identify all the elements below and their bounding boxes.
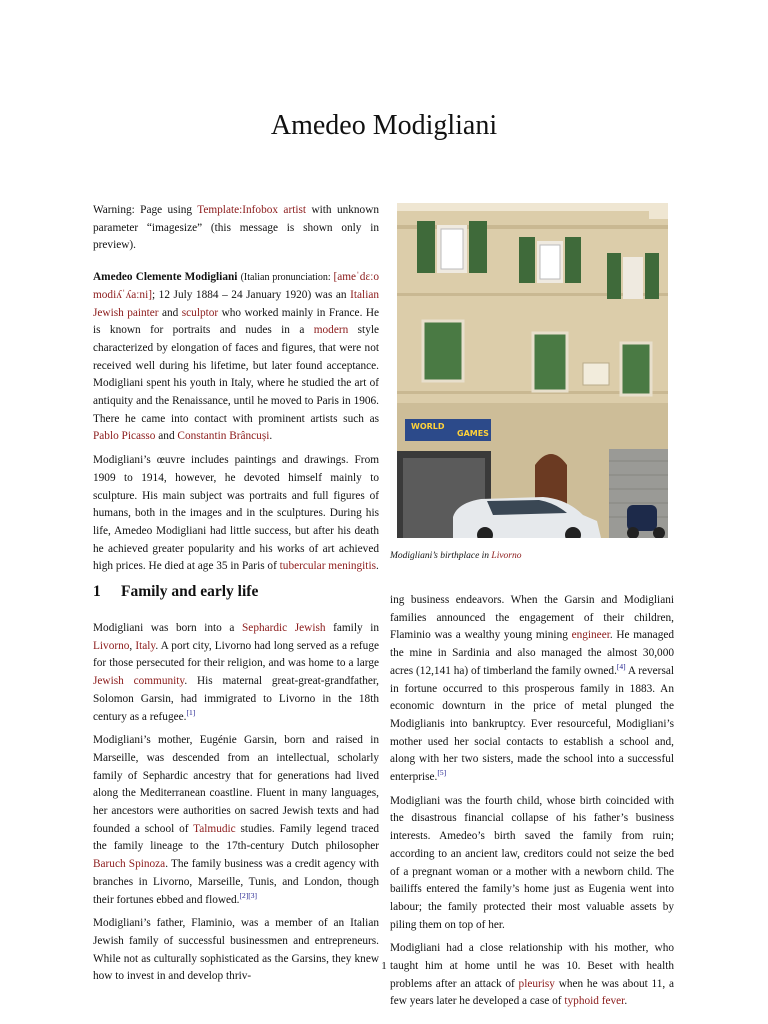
- birthplace-photo: [397, 203, 668, 538]
- link-talmudic[interactable]: Talmudic: [193, 822, 236, 835]
- oeuvre-paragraph: Modigliani’s œuvre includes paintings and drawings. From 1909 to 1914, however, he devoted himself mainly to sculpture. His main subject was portraits and full figures of humans, both in the images and in the sculptures. During his life, Amedeo Modigliani had little success, but after his death he achieved greater popularity and his works of art achieved high prices. He died at age 35 in Paris of tubercular meningitis.: [93, 454, 379, 573]
- link-jewish-community[interactable]: Jewish community: [93, 675, 185, 688]
- right-column-bottom: [390, 592, 674, 1017]
- page-title: Amedeo Modigliani: [270, 110, 498, 141]
- link-constantin-brancusi[interactable]: Constantin Brâncuși: [177, 430, 270, 443]
- family-paragraph-5: Modigliani was the fourth child, whose birth coincided with the disastrous financial collapse of his father’s business interests. Amedeo’s birth saved the family from ruin; according to an ancient law, creditors could not seize the bed of a pregnant woman or a mother with a newborn child. The bailiffs entered the family’s home just as Eugenia went into labour; the family protected their most valuable assets by piling them on top of her.: [390, 794, 674, 931]
- family-paragraph-2: Modigliani’s mother, Eugénie Garsin, born and raised in Marseille, was descended from an intellectual, scholarly family of Sephardic ancestry that for generations had lived along the Mediterranean coastline. Fluent in many languages, her ancestors were authorities on sacred Jewish texts and had founded a school of Talmudic studies. Family legend traced the family lineage to the 17th-century Dutch philosopher Baruch Spinoza. The family business was a credit agency with branches in Livorno, Marseille, Tunis, and London, though their fortunes ebbed and flowed.[2][3]: [93, 734, 380, 906]
- link-caption-livorno[interactable]: Livorno: [491, 551, 522, 561]
- figure-caption: Modigliani’s birthplace in Livorno: [390, 551, 522, 561]
- shop-sign-line1: WORLD: [411, 422, 445, 431]
- ref-1[interactable]: [1]: [186, 707, 196, 717]
- link-italian[interactable]: Italian: [350, 288, 379, 301]
- ref-2[interactable]: [2]: [239, 890, 249, 900]
- link-pleurisy[interactable]: pleurisy: [518, 977, 555, 990]
- page-number: 1: [381, 960, 387, 972]
- link-template-infobox-artist[interactable]: Template:Infobox artist: [197, 204, 307, 216]
- family-paragraph-6: Modigliani had a close relationship with his mother, who taught him at home until he was 10. Beset with health problems after an attack of pleurisy when he was about 11, a few years later he developed a case of typhoid fever.: [390, 942, 674, 1008]
- link-sculptor[interactable]: sculptor: [181, 306, 219, 319]
- section-heading: [93, 583, 258, 601]
- intro-paragraph: Amedeo Clemente Modigliani (Italian pronunciation: [ameˈdɛːo modiʎˈʎaːni]; 12 July 1884 – 24 January 1920) was an Italian Jewish painter and sculptor who worked mainly in France. He is known for portraits and nudes in a modern style characterized by elongation of faces and figures, that were not received well during his lifetime, but later found acceptance. Modigliani spent his youth in Italy, where he studied the art of antiquity and the Renaissance, until he moved to Paris in 1906. There he came into contact with prominent artists such as Pablo Picasso and Constantin Brâncuși.: [93, 271, 379, 443]
- shop-sign-line2: GAMES: [457, 429, 489, 438]
- section-number: 1: [93, 583, 101, 600]
- warning-paragraph: Warning: Page using Template:Infobox artist with unknown parameter “imagesize” (this message is shown only in preview).: [93, 204, 379, 252]
- left-column-bottom: [93, 620, 379, 992]
- link-typhoid-fever[interactable]: typhoid fever: [564, 995, 625, 1008]
- link-painter[interactable]: painter: [127, 306, 159, 319]
- ref-3[interactable]: [3]: [248, 890, 257, 900]
- left-column-top: [93, 202, 379, 582]
- ref-4[interactable]: [4]: [616, 662, 626, 672]
- section-title: Family and early life: [121, 583, 259, 600]
- link-italy[interactable]: Italy: [135, 639, 156, 652]
- ref-5[interactable]: [5]: [437, 768, 447, 778]
- family-paragraph-4: ing business endeavors. When the Garsin and Modigliani families announced the engagement of their children, Flaminio was a wealthy young mining engineer. He managed the mine in Sardinia and also managed the almost 30,000 acres (12,141 ha) of timberland the family owned.[4] A reversal in fortune occurred to this prosperous family in 1883. An economic downturn in the price of metal plunged the Modiglianis into bankruptcy. Ever resourceful, Modigliani’s mother used her social contacts to establish a school and, along with her two sisters, made the school into a successful enterprise.[5]: [390, 594, 675, 784]
- link-baruch-spinoza[interactable]: Baruch Spinoza: [93, 858, 166, 871]
- link-ipa-pronunciation[interactable]: [ameˈdɛːo modiʎˈʎaːni]: [93, 271, 379, 301]
- link-livorno[interactable]: Livorno: [93, 639, 130, 652]
- link-tubercular-meningitis[interactable]: tubercular meningitis: [279, 560, 376, 573]
- link-pablo-picasso[interactable]: Pablo Picasso: [93, 430, 156, 443]
- link-sephardic-jewish[interactable]: Sephardic Jewish: [242, 622, 326, 634]
- subject-name: Amedeo Clemente Modigliani: [93, 271, 238, 284]
- building-illustration: [397, 203, 668, 538]
- link-jewish[interactable]: Jewish: [93, 306, 124, 319]
- link-engineer[interactable]: engineer: [571, 629, 610, 642]
- link-modern[interactable]: modern: [313, 324, 349, 337]
- family-paragraph-1: Modigliani was born into a Sephardic Jewish family in Livorno, Italy. A port city, Livorno had long served as a refuge for those persecuted for their religion, and was home to a large Jewish community. His maternal great-great-grandfather, Solomon Garsin, had immigrated to Livorno in the 18th century as a refugee.[1]: [93, 622, 379, 723]
- family-paragraph-3: Modigliani’s father, Flaminio, was a member of an Italian Jewish family of successful businessmen and entrepreneurs. While not as culturally sophisticated as the Garsins, they knew how to invest in and develop thriv-: [93, 917, 379, 983]
